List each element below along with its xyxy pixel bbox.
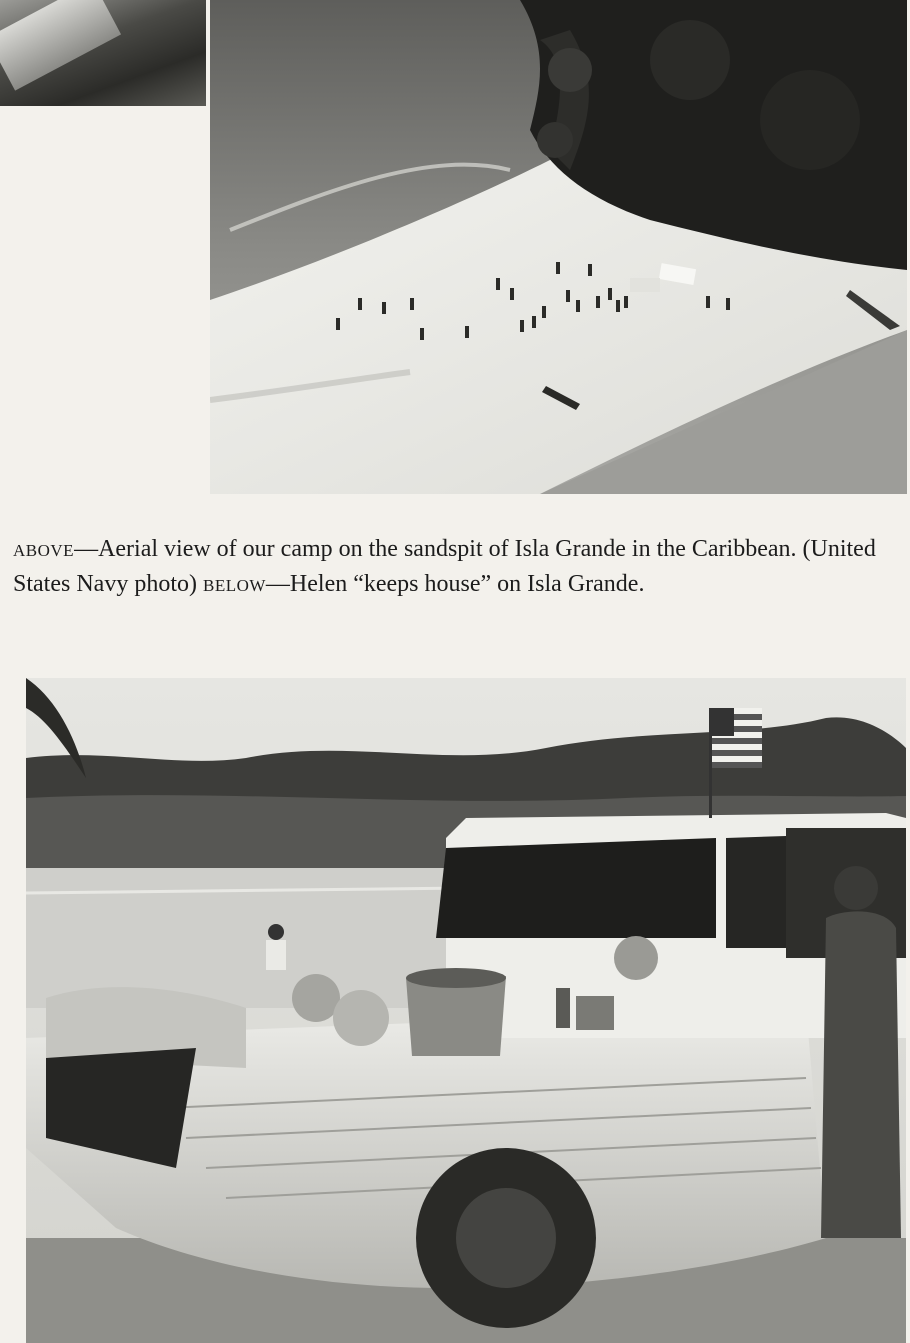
caption-below-text: —Helen “keeps house” on Isla Grande. (265, 571, 645, 597)
photo-caption (13, 532, 893, 602)
caption-above-label: above (13, 536, 75, 562)
corner-photo (0, 0, 206, 106)
caption-below-label: below (202, 571, 266, 597)
caption-above-text: —Aerial view of our camp on the sandspit of Isla Grande in the Caribbean. (United States Navy photo) (13, 536, 876, 597)
aerial-photo (210, 0, 907, 494)
amphibian-vehicle-photo (26, 678, 906, 1343)
